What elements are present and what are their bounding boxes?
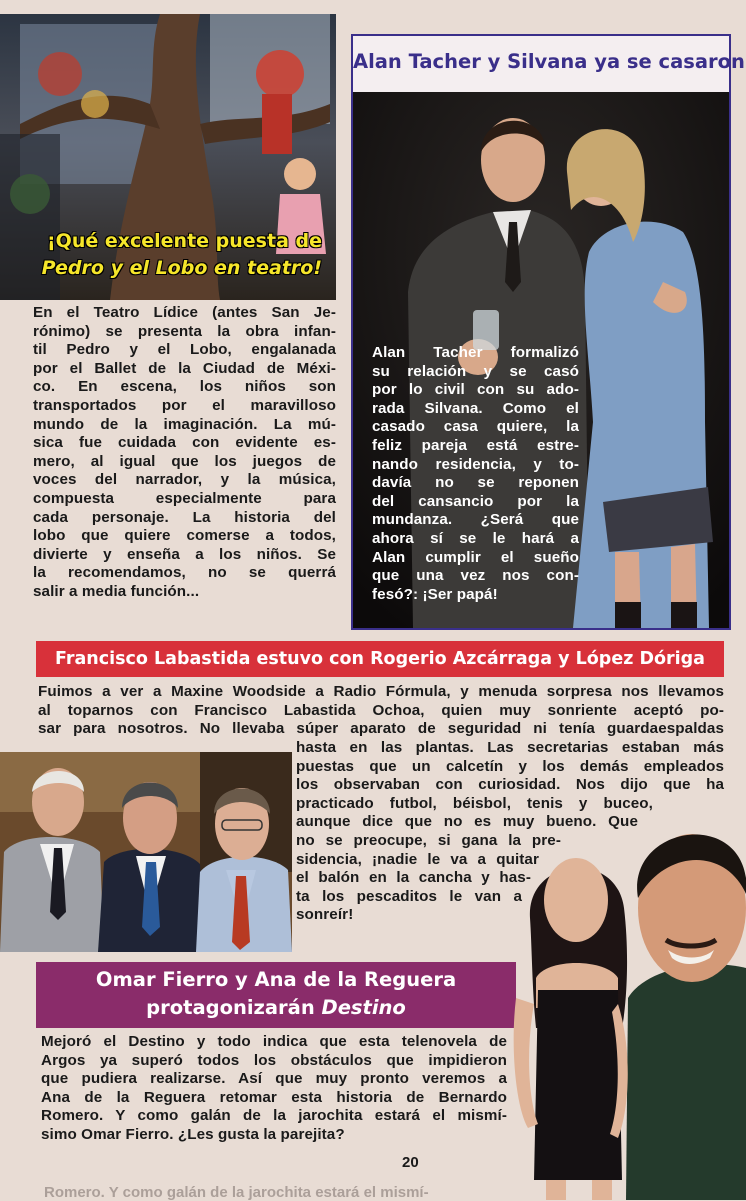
wedding-body-line: fesó?: ¡Ser papá!	[372, 585, 498, 603]
wedding-body-line: su relación y se casó	[372, 362, 579, 380]
wedding-box	[351, 34, 745, 630]
theater-body-line: divierte y enseña a los niños. Se	[33, 545, 336, 563]
labastida-side-line: ta los pescaditos le van a	[296, 887, 522, 905]
labastida-body-line: sar para nosotros. No llevaba súper aparato de seguridad ni tenía guardaespaldas	[38, 720, 724, 738]
theater-caption-line1: ¡Qué excelente puesta de	[47, 230, 322, 252]
theater-body-line: compuesta especialmente para	[33, 489, 336, 507]
destino-headline-line1: Omar Fierro y Ana de la Reguera	[95, 968, 457, 991]
destino-body-line: que pudiera realizarse. Así que muy pronto veremos a	[41, 1070, 507, 1088]
wedding-headline: Alan Tacher y Silvana ya se casaron	[353, 50, 745, 73]
theater-caption-line2: Pedro y el Lobo en teatro!	[41, 257, 322, 279]
labastida-photo	[0, 752, 292, 952]
destino-body-line: Romero. Y como galán de la jarochita estará el mismí-	[41, 1107, 507, 1125]
theater-body-line: mundo de la imaginación. La mú-	[33, 415, 336, 433]
wedding-body-line: del cansancio por la	[372, 492, 579, 510]
theater-body-line: til Pedro y el Lobo, engalanada	[33, 341, 336, 359]
theater-body-line: voces del narrador, y la música,	[33, 471, 336, 489]
destino-article-body	[41, 1033, 507, 1145]
theater-caption	[0, 228, 336, 282]
wedding-body-line: rada Silvana. Como el	[372, 399, 579, 417]
theater-body-line: En el Teatro Lídice (antes San Je-	[33, 304, 336, 321]
theater-body-line: mero, al igual que los juegos de	[33, 452, 336, 470]
destino-body-line: Mejoró el Destino y todo indica que esta telenovela de	[41, 1033, 507, 1050]
wedding-body-line: Alan Tacher formalizó	[372, 344, 579, 361]
theater-body-line: cada personaje. La historia del	[33, 508, 336, 526]
labastida-side-line: aunque dice que no es muy bueno. Que	[296, 813, 638, 831]
wedding-body-line: que una vez nos con-	[372, 567, 579, 585]
labastida-side-line: puestas que un calcetín y los demás empleados	[296, 757, 724, 775]
labastida-side-line: no se preocupe, si gana la pre-	[296, 831, 561, 849]
theater-body-line: lobo que quiere comerse a todos,	[33, 527, 336, 545]
labastida-body-line: al toparnos con Francisco Labastida Ochoa, quien muy sonriente aceptó po-	[38, 701, 724, 719]
destino-headline-line2a: protagonizarán	[146, 996, 322, 1019]
theater-photo	[0, 14, 336, 300]
theater-body-line: sica fue cuidada con evidente es-	[33, 434, 336, 452]
destino-body-line: Argos ya superó todos los obstáculos que impidieron	[41, 1051, 507, 1069]
labastida-headline: Francisco Labastida estuvo con Rogerio Azcárraga y López Dóriga	[54, 649, 705, 669]
destino-headline-line2b: Destino	[321, 996, 406, 1019]
wedding-body-line: ahora sí se le hará a	[372, 529, 579, 547]
destino-headline-line2	[36, 994, 516, 1022]
destino-couple-photo	[506, 808, 746, 1200]
labastida-headline-banner	[36, 641, 724, 677]
theater-body-line: por el Ballet de la Ciudad de Méxi-	[33, 359, 336, 377]
labastida-side-line: practicado futbol, béisbol, tenis y buceo,	[296, 794, 653, 812]
labastida-body-line: Fuimos a ver a Maxine Woodside a Radio Fórmula, y menuda sorpresa nos llevamos	[38, 683, 724, 700]
bleed-through-text: Romero. Y como galán de la jarochita estará el mismí-	[44, 1184, 429, 1201]
labastida-side-line: sidencia, ¡nadie le va a quitar	[296, 850, 539, 868]
wedding-article-body	[372, 344, 579, 604]
wedding-body-line: Alan cumplir el sueño	[372, 548, 579, 566]
labastida-side-line: sonreír!	[296, 906, 354, 924]
wedding-body-line: por lo civil con su ado-	[372, 381, 579, 399]
destino-body-line: simo Omar Fierro. ¿Les gusta la parejita?	[41, 1125, 345, 1143]
theater-body-line: salir a media función...	[33, 582, 200, 600]
page-number: 20	[402, 1154, 419, 1171]
labastida-article-top	[38, 683, 724, 739]
labastida-side-line: los observaban con curiosidad. Nos dijo que ha	[296, 776, 724, 794]
destino-body-line: Ana de la Reguera retomar esta historia de Bernardo	[41, 1088, 507, 1106]
wedding-headline-bar	[353, 36, 745, 94]
wedding-body-line: nando residencia, y to-	[372, 455, 579, 473]
theater-article-body	[33, 304, 336, 602]
wedding-body-line: davía no se reponen	[372, 474, 579, 492]
destino-headline-banner	[36, 962, 516, 1028]
theater-body-line: co. En escena, los niños son	[33, 378, 336, 396]
theater-body-line: la recomendamos, no se querrá	[33, 564, 336, 582]
wedding-body-line: mundanza. ¿Será que	[372, 511, 579, 529]
labastida-side-line: el balón en la cancha y has-	[296, 869, 531, 887]
theater-body-line: transportados por el maravilloso	[33, 396, 336, 414]
wedding-body-line: casado casa quiere, la	[372, 418, 579, 436]
wedding-body-line: feliz pareja está estre-	[372, 436, 579, 454]
theater-body-line: rónimo) se presenta la obra infan-	[33, 322, 336, 340]
labastida-side-line: hasta en las plantas. Las secretarias estaban más	[296, 739, 724, 756]
